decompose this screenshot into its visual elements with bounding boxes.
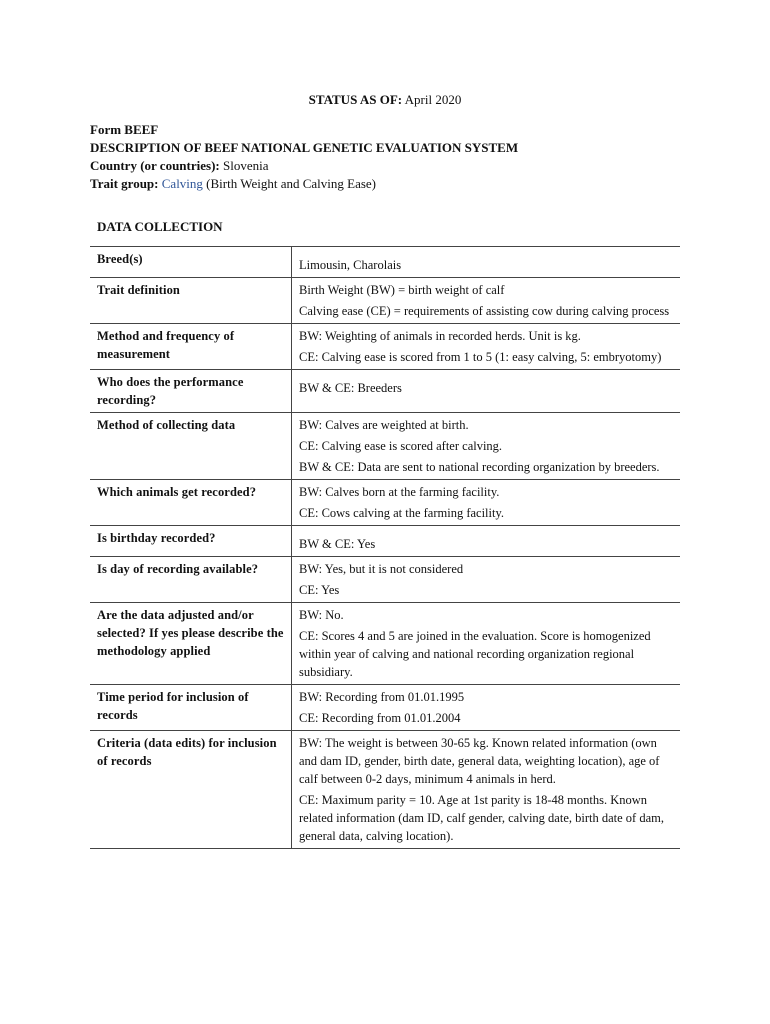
form-description: DESCRIPTION OF BEEF NATIONAL GENETIC EVALUATION SYSTEM	[90, 140, 519, 155]
trait-group-value-rest: (Birth Weight and Calving Ease)	[206, 176, 377, 191]
table-row	[90, 370, 680, 413]
row-value	[292, 370, 681, 413]
table-row	[90, 278, 680, 324]
value-line: BW: Yes, but it is not considered	[299, 562, 464, 576]
value-line: CE: Cows calving at the farming facility.	[299, 506, 505, 520]
status-label: STATUS AS OF:	[308, 92, 403, 107]
row-label: Time period for inclusion of records	[90, 685, 292, 731]
value-line: BW: The weight is between 30-65 kg. Known related information (own and dam ID, gender, birth date, general data, weighting location), age of calf between 0-2 days, minimum 4 animals in herd.	[299, 736, 660, 786]
trait-group-label: Trait group:	[90, 176, 159, 191]
row-label: Criteria (data edits) for inclusion of records	[90, 731, 292, 849]
value-line: BW: Weighting of animals in recorded herds. Unit is kg.	[299, 329, 581, 343]
data-collection-table	[90, 246, 680, 849]
value-line: BW: Calves born at the farming facility.	[299, 485, 500, 499]
value-line: BW & CE: Breeders	[299, 381, 402, 395]
table-row	[90, 685, 680, 731]
row-value	[292, 603, 681, 685]
value-line: BW: No.	[299, 608, 344, 622]
row-value	[292, 324, 681, 370]
form-name: Form BEEF	[90, 122, 159, 137]
value-line: CE: Calving ease is scored from 1 to 5 (1: easy calving, 5: embryotomy)	[299, 350, 662, 364]
value-line: BW: Calves are weighted at birth.	[299, 418, 469, 432]
value-line: BW: Recording from 01.01.1995	[299, 690, 465, 704]
value-line: Calving ease (CE) = requirements of assisting cow during calving process	[299, 304, 670, 318]
row-label: Breed(s)	[90, 247, 292, 278]
table-row	[90, 557, 680, 603]
trait-group-line	[90, 175, 518, 193]
table-row	[90, 324, 680, 370]
value-line: BW & CE: Data are sent to national recording organization by breeders.	[299, 460, 660, 474]
trait-group-value-colored: Calving	[161, 176, 203, 191]
row-label: Method and frequency of measurement	[90, 324, 292, 370]
row-value	[292, 557, 681, 603]
status-line	[0, 92, 770, 108]
value-line: Limousin, Charolais	[299, 258, 402, 272]
row-value	[292, 480, 681, 526]
value-line: CE: Calving ease is scored after calving.	[299, 439, 503, 453]
value-line: CE: Maximum parity = 10. Age at 1st parity is 18-48 months. Known related information (dam ID, calf gender, calving date, birth date of dam, general data, calving location).	[299, 793, 664, 843]
section-title: DATA COLLECTION	[97, 219, 223, 234]
value-line: CE: Yes	[299, 583, 340, 597]
country-line	[90, 157, 518, 175]
value-line: CE: Recording from 01.01.2004	[299, 711, 461, 725]
row-label: Who does the performance recording?	[90, 370, 292, 413]
country-value: Slovenia	[223, 158, 269, 173]
row-label: Trait definition	[90, 278, 292, 324]
table-row	[90, 247, 680, 278]
row-value	[292, 278, 681, 324]
row-label: Are the data adjusted and/or selected? If yes please describe the methodology applied	[90, 603, 292, 685]
row-value	[292, 247, 681, 278]
table-row	[90, 603, 680, 685]
form-header	[90, 121, 518, 193]
row-value	[292, 731, 681, 849]
row-label: Method of collecting data	[90, 413, 292, 480]
status-value: April 2020	[404, 92, 462, 107]
table-row	[90, 526, 680, 557]
value-line: CE: Scores 4 and 5 are joined in the evaluation. Score is homogenized within year of calving and national recording organization regional subsidiary.	[299, 629, 651, 679]
row-label: Is birthday recorded?	[90, 526, 292, 557]
table-row	[90, 731, 680, 849]
row-value	[292, 526, 681, 557]
row-label: Which animals get recorded?	[90, 480, 292, 526]
country-label: Country (or countries):	[90, 158, 220, 173]
value-line: Birth Weight (BW) = birth weight of calf	[299, 283, 505, 297]
row-value	[292, 413, 681, 480]
row-label: Is day of recording available?	[90, 557, 292, 603]
table-row	[90, 480, 680, 526]
row-value	[292, 685, 681, 731]
table-row	[90, 413, 680, 480]
value-line: BW & CE: Yes	[299, 537, 376, 551]
